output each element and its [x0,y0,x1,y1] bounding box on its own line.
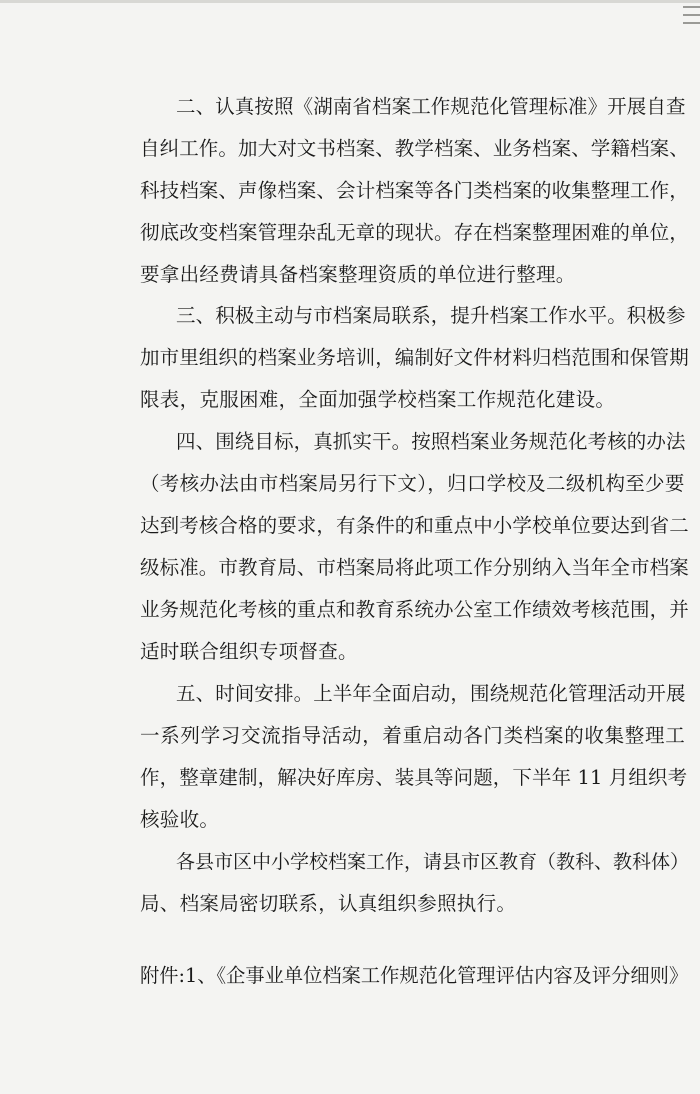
para3-line-2: 加市里组织的档案业务培训，编制好文件材料归档范围和保管期 [140,346,689,369]
para4-line-4: 级标准。市教育局、市档案局将此项工作分别纳入当年全市档案 [140,556,689,579]
para4-line-5: 业务规范化考核的重点和教育系统办公室工作绩效考核范围，并 [140,598,689,621]
para5-line-1: 五、时间安排。上半年全面启动，围绕规范化管理活动开展 [176,682,686,705]
para2-line-4: 彻底改变档案管理杂乱无章的现状。存在档案整理困难的单位， [140,221,689,244]
para5-line-2: 一系列学习交流指导活动，着重启动各门类档案的收集整理工 [140,724,686,747]
scan-edge [0,0,700,3]
para4-line-1: 四、围绕目标，真抓实干。按照档案业务规范化考核的办法 [176,430,686,453]
binding-mark [683,22,700,24]
binding-mark [683,6,700,8]
para5-line-4: 核验收。 [140,808,220,831]
attachment-line: 附件:1、《企事业单位档案工作规范化管理评估内容及评分细则》 [140,964,689,987]
para5-line-3: 作，整章建制，解决好库房、装具等问题，下半年 11 月组织考 [140,766,688,789]
para2-line-1: 二、认真按照《湖南省档案工作规范化管理标准》开展自查 [176,95,686,118]
binding-mark [683,14,700,16]
para4-line-6: 适时联合组织专项督查。 [140,640,358,663]
para2-line-2: 自纠工作。加大对文书档案、教学档案、业务档案、学籍档案、 [140,137,689,160]
para2-line-5: 要拿出经费请具备档案整理资质的单位进行整理。 [140,263,576,286]
para2-line-3: 科技档案、声像档案、会计档案等各门类档案的收集整理工作， [140,179,689,202]
para3-line-3: 限表，克服困难，全面加强学校档案工作规范化建设。 [140,388,616,411]
para3-line-1: 三、积极主动与市档案局联系，提升档案工作水平。积极参 [176,304,686,327]
para6-line-2: 局、档案局密切联系，认真组织参照执行。 [140,892,517,915]
para6-line-1: 各县市区中小学校档案工作，请县市区教育（教科、教科体） [176,851,690,873]
para4-line-3: 达到考核合格的要求，有条件的和重点中小学校单位要达到省二 [140,514,689,537]
para4-line-2: （考核办法由市档案局另行下文），归口学校及二级机构至少要 [140,472,685,495]
